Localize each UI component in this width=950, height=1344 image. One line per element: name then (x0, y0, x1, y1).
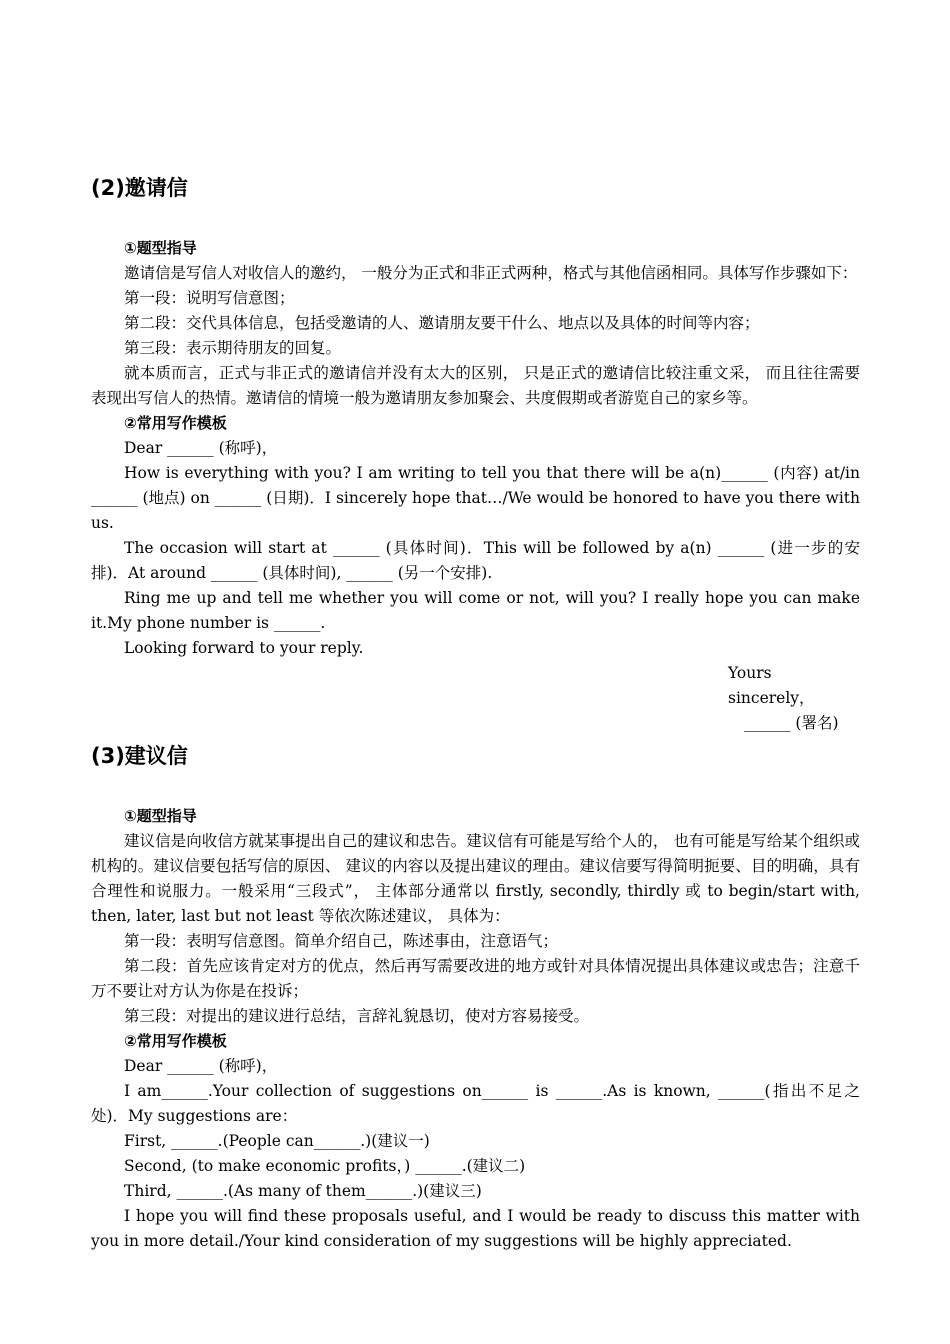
template-line: How is everything with you? I am writing to tell you that there will be a(n)______ (内容) at/in ______ (地点) on ______ (日期)．I sincerely hope that…/We would be honored to have you there with us. (91, 464, 860, 532)
paragraph: 第二段：首先应该肯定对方的优点，然后再写需要改进的地方或针对具体情况提出具体建议或忠告；注意千万不要让对方认为你是在投诉； (91, 957, 860, 1000)
section-title-suggestion-letter: (3)建议信 (91, 744, 188, 768)
template-line: I am______.Your collection of suggestions on______ is ______.As is known, ______(指出不足之处)．My suggestions are： (91, 1082, 860, 1125)
paragraph: 就本质而言，正式与非正式的邀请信并没有太大的区别， 只是正式的邀请信比较注重文采， 而且往往需要表现出写信人的热情。邀请信的情境一般为邀请朋友参加聚会、共度假期或者游览自己的家乡等。 (91, 364, 860, 407)
template-line: Dear ______ (称呼)， (124, 1057, 278, 1075)
invitation-letter-body (91, 236, 860, 736)
template-line: The occasion will start at ______ (具体时间)．This will be followed by a(n) ______ (进一步的安排)．At around ______ (具体时间), ______ (另一个安排). (91, 539, 860, 582)
paragraph: 邀请信是写信人对收信人的邀约， 一般分为正式和非正式两种，格式与其他信函相同。具体写作步骤如下： (124, 264, 858, 282)
paragraph: 第三段：表示期待朋友的回复。 (124, 339, 342, 357)
paragraph: 建议信是向收信方就某事提出自己的建议和忠告。建议信有可能是写给个人的， 也有可能是写给某个组织或机构的。建议信要包括写信的原因、 建议的内容以及提出建议的理由。建议信要写得简明扼要、目的明确，具有合理性和说服力。一般采用“三段式”， 主体部分通常以 firstly, secondly, thirdly 或 to begin/start with, then, later, last but not least 等依次陈述建议， 具体为： (91, 832, 860, 925)
template-line: Ring me up and tell me whether you will come or not, will you? I really hope you can make it.My phone number is ______. (91, 589, 860, 632)
paragraph: 第一段：表明写信意图。简单介绍自己，陈述事由，注意语气； (124, 932, 559, 950)
closing (91, 661, 860, 711)
paragraph: 第三段：对提出的建议进行总结，言辞礼貌恳切，使对方容易接受。 (124, 1007, 590, 1025)
template-line: Dear ______ (称呼)， (124, 439, 278, 457)
paragraph: 第一段：说明写信意图； (124, 289, 295, 307)
template-line: Second, (to make economic profits，) ______.(建议二) (124, 1157, 526, 1175)
signature (91, 711, 860, 736)
guide-heading: ①题型指导 (124, 807, 197, 825)
template-line: Third, ______.(As many of them______.)(建议三) (124, 1182, 482, 1200)
template-line: I hope you will find these proposals useful, and I would be ready to discuss this matter with you in more detail./Your kind consideration of my suggestions will be highly appreciated. (91, 1207, 860, 1250)
paragraph: 第二段：交代具体信息，包括受邀请的人、邀请朋友要干什么、地点以及具体的时间等内容； (124, 314, 760, 332)
signature-text: ______ (署名) (744, 714, 839, 732)
closing-text: Yours sincerely， (728, 664, 815, 707)
section-title-invitation-letter: (2)邀请信 (91, 176, 188, 200)
suggestion-letter-body (91, 804, 860, 1254)
template-line: First, ______.(People can______.)(建议一) (124, 1132, 430, 1150)
guide-heading: ①题型指导 (124, 239, 197, 257)
template-heading: ②常用写作模板 (124, 1032, 227, 1050)
template-heading: ②常用写作模板 (124, 414, 227, 432)
template-line: Looking forward to your reply. (124, 639, 364, 657)
